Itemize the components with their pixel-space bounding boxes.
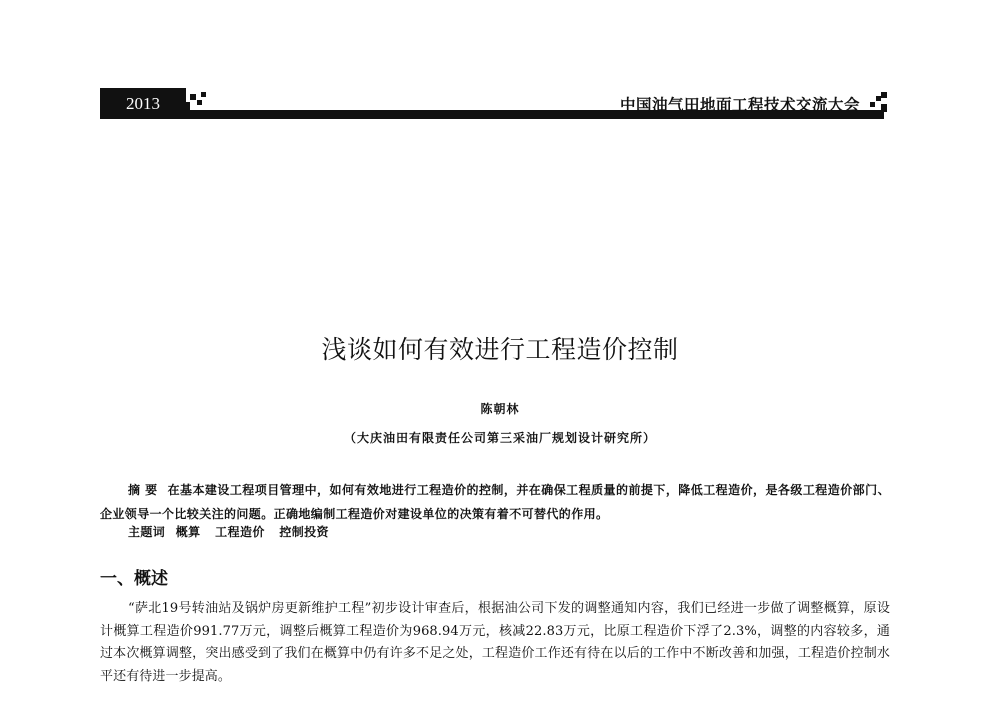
author-name: 陈朝林 [480,402,520,416]
abstract [100,478,890,526]
abstract-text: 在基本建设工程项目管理中，如何有效地进行工程造价的控制，并在确保工程质量的前提下，降低工程造价，是各级工程造价部门、企业领导一个比较关注的问题。正确地编制工程造价对建设单位的决策有着不可替代的作用。 [100,483,890,521]
decorative-squares-right-icon [868,92,888,112]
author-affiliation: （大庆油田有限责任公司第三采油厂规划设计研究所） [343,431,656,445]
keyword-item: 工程造价 [215,525,265,539]
year-badge: 2013 [100,88,186,119]
decorative-squares-left-icon [184,92,208,112]
keyword-item: 概算 [175,525,201,539]
conference-name: 中国油气田地面工程技术交流大会 [619,96,860,114]
paper-title: 浅谈如何有效进行工程造价控制 [321,335,679,364]
keyword-item: 控制投资 [279,525,329,539]
keywords-label: 主题词 [128,525,166,539]
section-heading: 一、概述 [100,569,168,589]
section-paragraph: “萨北19号转油站及锅炉房更新维护工程”初步设计审查后，根据油公司下发的调整通知内容，我们已经进一步做了调整概算，原设计概算工程造价991.77万元，调整后概算工程造价为968.94万元，核减22.83万元，比原工程造价下浮了2.3%，调整的内容较多，通过本次概算调整，突出感受到了我们在概算中仍有许多不足之处，工程造价工作还有待在以后的工作中不断改善和加强，工程造价控制水平还有待进一步提高。 [100,601,890,684]
abstract-label: 摘 要 [128,483,158,497]
keywords [128,523,339,540]
